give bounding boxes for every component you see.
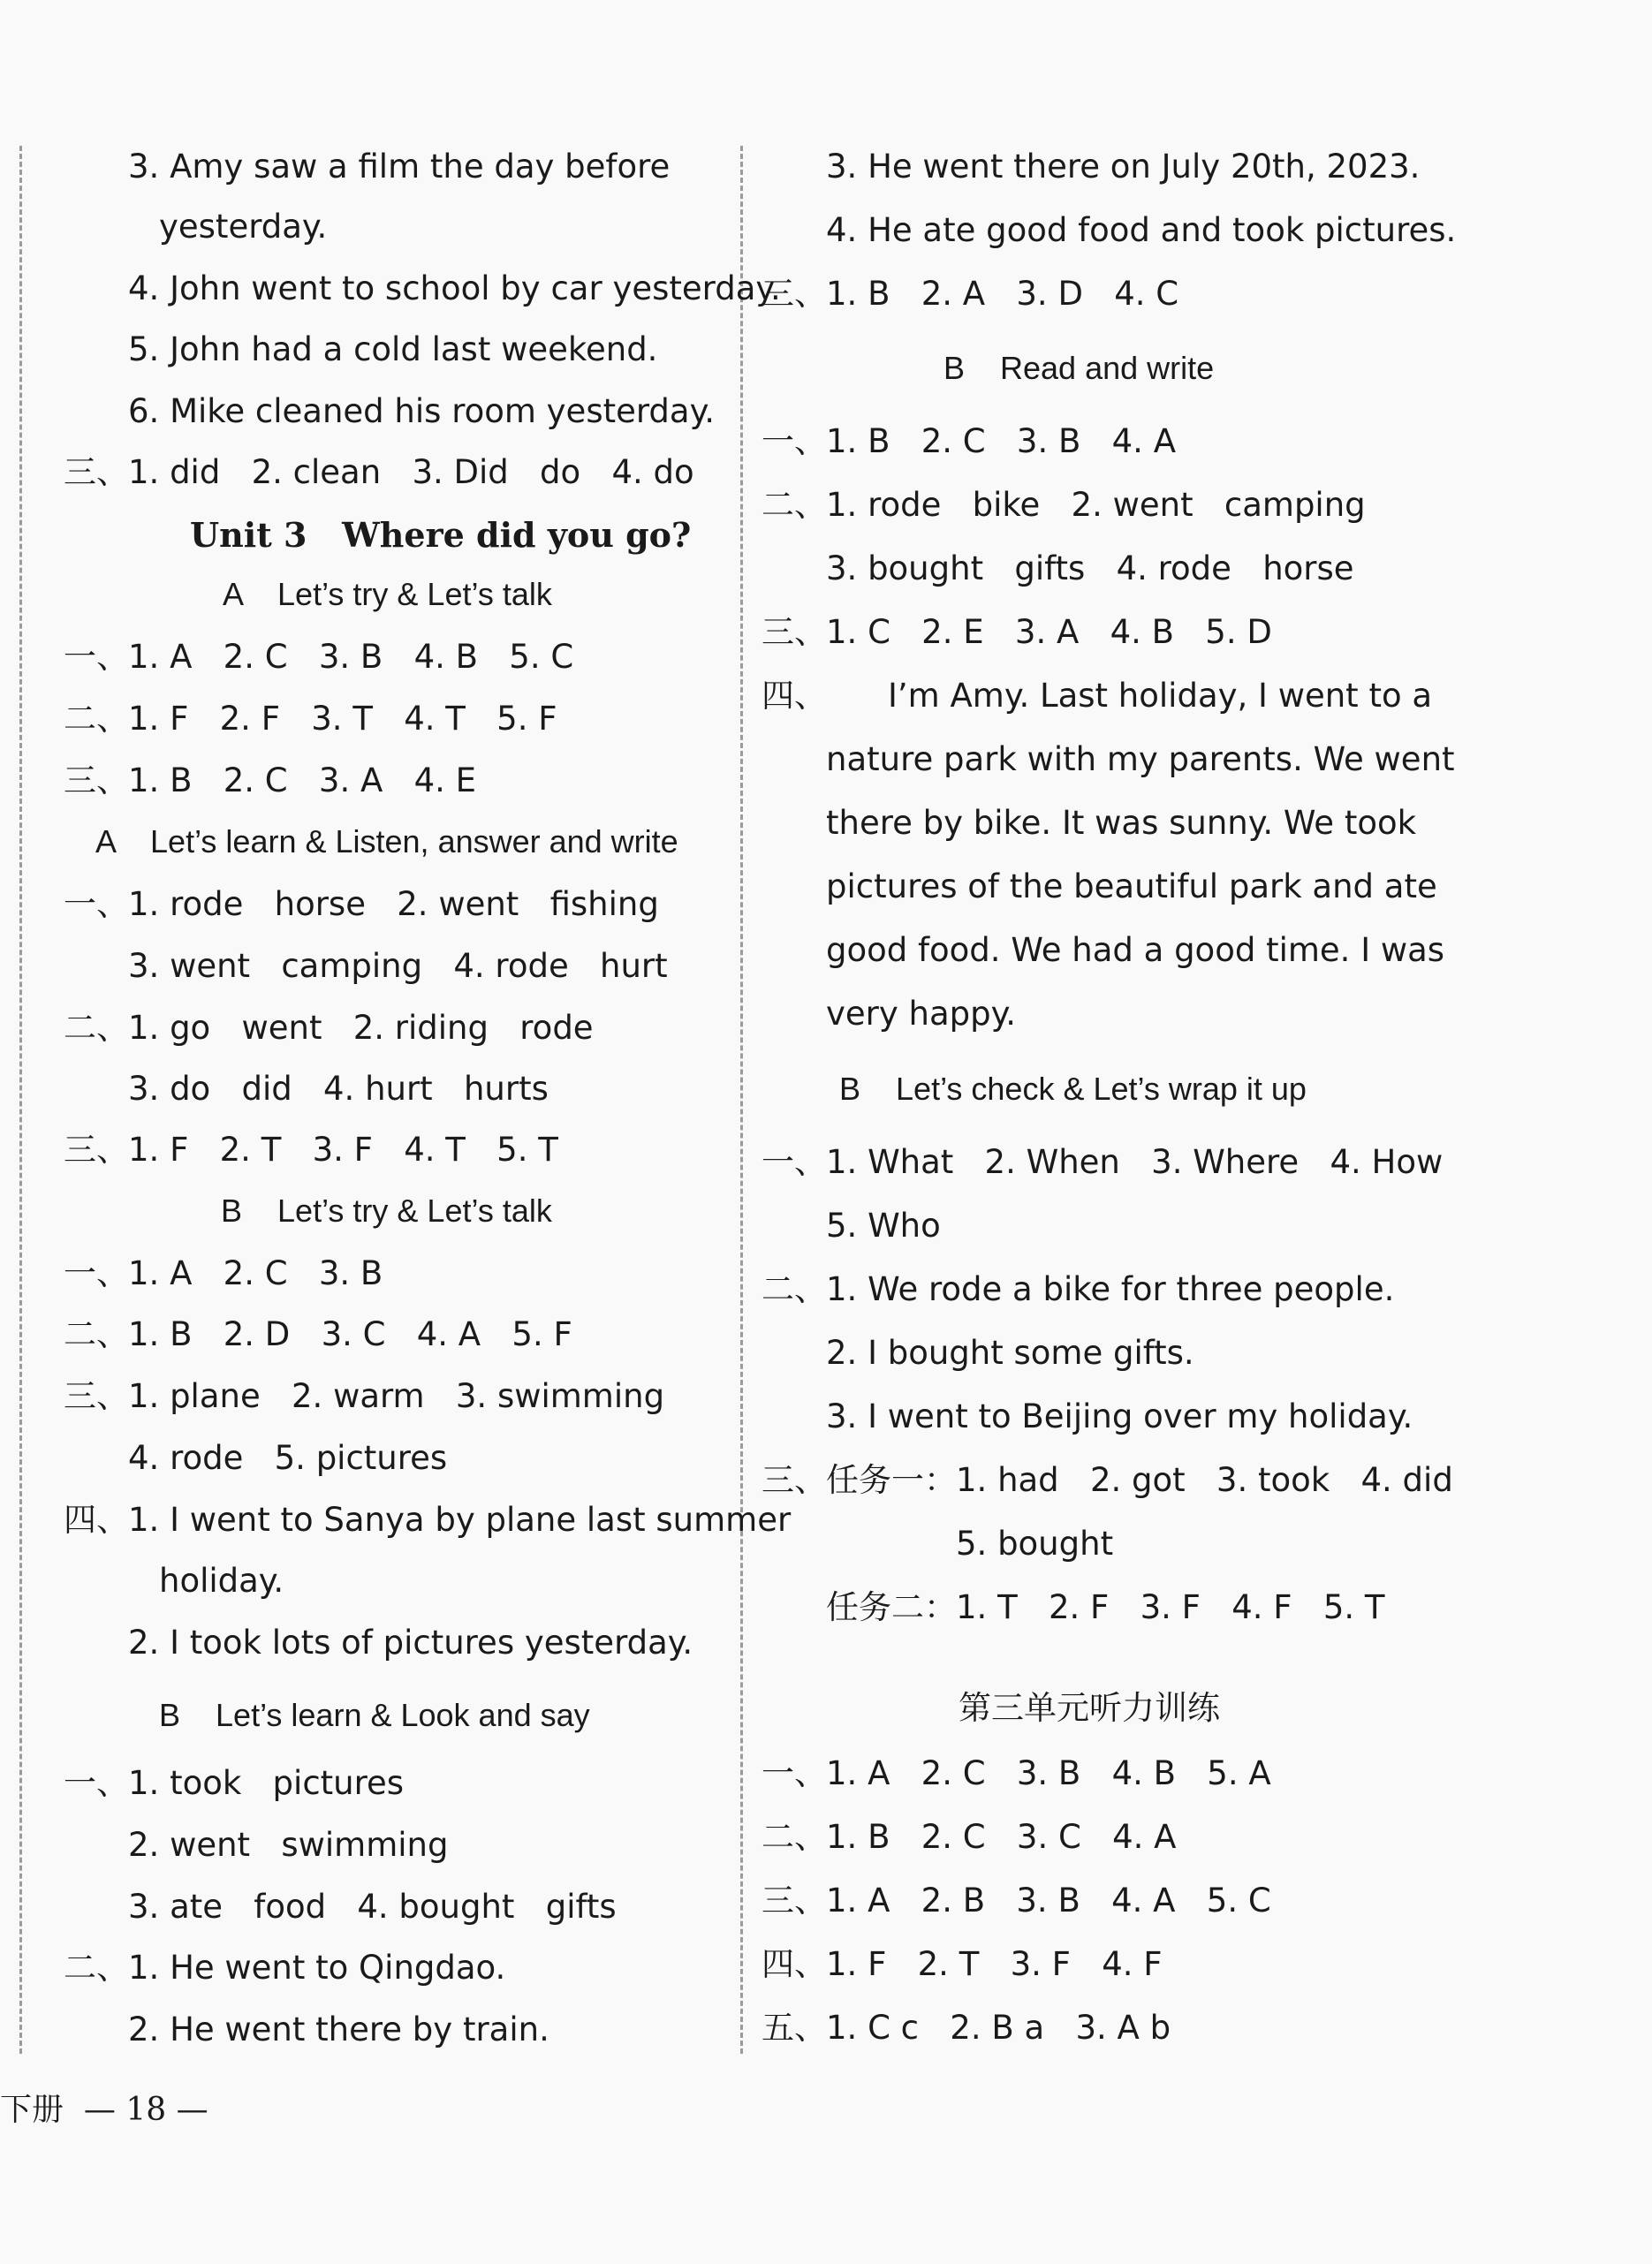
task-label: 任务二： — [826, 1588, 957, 1626]
section-heading: B Let’s check & Let’s wrap it up — [839, 1071, 1307, 1107]
answer-line: 1. F 2. F 3. T 4. T 5. F — [128, 700, 557, 738]
section-marker: 三、 — [64, 761, 129, 799]
section-marker: 五、 — [762, 2009, 827, 2047]
answer-line: 4. John went to school by car yesterday. — [128, 269, 781, 307]
section-marker: 一、 — [64, 885, 129, 923]
section-heading: A Let’s try & Let’s talk — [223, 576, 552, 612]
section-marker: 三、 — [762, 275, 827, 313]
section-marker: 二、 — [64, 1009, 129, 1047]
section-marker: 四、 — [64, 1501, 129, 1539]
page-footer: 下册 — 18 — — [0, 2092, 208, 2128]
answer-line: there by bike. It was sunny. We took — [826, 804, 1417, 842]
answer-line: 3. went camping 4. rode hurt — [128, 947, 668, 985]
section-marker: 一、 — [762, 422, 827, 460]
section-marker: 二、 — [64, 1949, 129, 1987]
task-label: 任务一： — [826, 1461, 957, 1499]
section-marker: 三、 — [64, 1131, 129, 1169]
answer-line: 1. A 2. C 3. B 4. B 5. C — [128, 638, 574, 676]
section-marker: 三、 — [762, 613, 827, 651]
section-heading: A Let’s learn & Listen, answer and write — [95, 823, 678, 859]
section-marker: 四、 — [762, 1945, 827, 1983]
answer-line: 1. B 2. C 3. A 4. E — [128, 761, 477, 799]
section-marker: 三、 — [64, 453, 129, 491]
answer-line: 5. Who — [826, 1207, 941, 1245]
section-marker: 二、 — [762, 486, 827, 524]
listening-training-title: 第三单元听力训练 — [959, 1689, 1220, 1727]
answer-line: 1. T 2. F 3. F 4. F 5. T — [956, 1588, 1385, 1626]
section-marker: 三、 — [64, 1377, 129, 1415]
answer-line: 3. Amy saw a film the day before — [128, 148, 671, 186]
answer-line: pictures of the beautiful park and ate — [826, 867, 1437, 905]
answer-line: 3. ate food 4. bought gifts — [128, 1888, 617, 1926]
answer-line: 3. do did 4. hurt hurts — [128, 1070, 549, 1108]
answer-line: 3. bought gifts 4. rode horse — [826, 549, 1354, 587]
answer-line: 1. F 2. T 3. F 4. T 5. T — [128, 1131, 558, 1169]
answer-line: 1. C 2. E 3. A 4. B 5. D — [826, 613, 1272, 651]
answer-line: 6. Mike cleaned his room yesterday. — [128, 392, 715, 430]
answer-line: 2. He went there by train. — [128, 2010, 549, 2048]
answer-line: 4. rode 5. pictures — [128, 1439, 448, 1477]
answer-line: 1. rode horse 2. went fishing — [128, 885, 659, 923]
answer-line: 1. did 2. clean 3. Did do 4. do — [128, 453, 694, 491]
answer-line: 3. I went to Beijing over my holiday. — [826, 1397, 1413, 1435]
section-marker: 三、 — [762, 1461, 827, 1499]
answer-line: I’m Amy. Last holiday, I went to a — [888, 677, 1433, 715]
answer-line: 1. He went to Qingdao. — [128, 1949, 506, 1987]
answer-line: 1. A 2. C 3. B — [128, 1254, 383, 1292]
answer-line: 1. B 2. C 3. C 4. A — [826, 1818, 1177, 1856]
answer-line: 1. B 2. C 3. B 4. A — [826, 422, 1177, 460]
section-heading: B Read and write — [943, 350, 1215, 386]
answer-line: 1. rode bike 2. went camping — [826, 486, 1366, 524]
answer-line: 1. took pictures — [128, 1764, 405, 1802]
answer-line: yesterday. — [159, 208, 328, 246]
section-marker: 二、 — [762, 1818, 827, 1856]
answer-line: 2. I bought some gifts. — [826, 1334, 1194, 1372]
answer-line: 1. C c 2. B a 3. A b — [826, 2009, 1171, 2047]
section-marker: 三、 — [762, 1882, 827, 1919]
section-marker: 二、 — [64, 1315, 129, 1353]
answer-line: 3. He went there on July 20th, 2023. — [826, 148, 1421, 186]
section-marker: 一、 — [64, 1764, 129, 1802]
answer-line: 1. F 2. T 3. F 4. F — [826, 1945, 1163, 1983]
answer-line: 1. had 2. got 3. took 4. did — [956, 1461, 1453, 1499]
column-divider-dashed-line — [740, 146, 743, 2054]
section-marker: 一、 — [64, 1254, 129, 1292]
answer-line: 1. What 2. When 3. Where 4. How — [826, 1143, 1444, 1181]
left-margin-dashed-line — [19, 146, 22, 2054]
answer-line: very happy. — [826, 995, 1017, 1033]
answer-line: good food. We had a good time. I was — [826, 931, 1445, 969]
unit-title: Unit 3 Where did you go? — [190, 515, 692, 555]
answer-line: 1. I went to Sanya by plane last summer — [128, 1501, 792, 1539]
section-marker: 一、 — [64, 638, 129, 676]
answer-line: 1. B 2. A 3. D 4. C — [826, 275, 1179, 313]
section-marker: 四、 — [762, 677, 827, 715]
answer-line: holiday. — [159, 1562, 284, 1600]
answer-line: 1. We rode a bike for three people. — [826, 1270, 1395, 1308]
answer-line: 5. bought — [956, 1525, 1114, 1563]
section-heading: B Let’s try & Let’s talk — [221, 1193, 552, 1229]
answer-line: 5. John had a cold last weekend. — [128, 330, 658, 368]
answer-line: 1. B 2. D 3. C 4. A 5. F — [128, 1315, 572, 1353]
section-marker: 二、 — [64, 700, 129, 738]
answer-line: 1. plane 2. warm 3. swimming — [128, 1377, 665, 1415]
section-heading: B Let’s learn & Look and say — [159, 1697, 590, 1733]
section-marker: 一、 — [762, 1754, 827, 1792]
answer-line: 1. A 2. B 3. B 4. A 5. C — [826, 1882, 1271, 1919]
answer-line: 1. A 2. C 3. B 4. B 5. A — [826, 1754, 1271, 1792]
answer-line: 2. went swimming — [128, 1826, 449, 1864]
answer-line: 2. I took lots of pictures yesterday. — [128, 1624, 693, 1662]
answer-line: nature park with my parents. We went — [826, 740, 1455, 778]
answer-line: 4. He ate good food and took pictures. — [826, 211, 1457, 249]
section-marker: 一、 — [762, 1143, 827, 1181]
section-marker: 二、 — [762, 1270, 827, 1308]
answer-line: 1. go went 2. riding rode — [128, 1009, 594, 1047]
